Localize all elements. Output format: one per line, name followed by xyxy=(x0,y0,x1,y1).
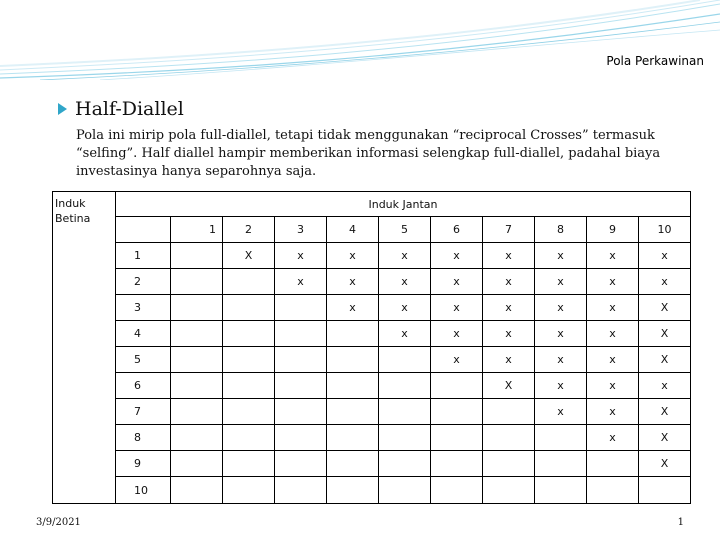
cross-cell: x xyxy=(483,269,535,295)
cross-cell xyxy=(327,425,379,451)
table-row xyxy=(53,477,691,504)
cross-cell: x xyxy=(275,243,327,269)
cross-cell xyxy=(535,477,587,504)
table-row xyxy=(53,347,691,373)
cross-cell: x xyxy=(483,321,535,347)
cross-cell: x xyxy=(327,295,379,321)
row-header: 8 xyxy=(116,425,171,451)
cross-cell xyxy=(171,269,223,295)
corner-label-line2: Betina xyxy=(55,212,91,225)
cross-cell: x xyxy=(587,373,639,399)
cross-cell xyxy=(431,373,483,399)
cross-cell: X xyxy=(483,373,535,399)
column-header: 2 xyxy=(223,217,275,243)
cross-cell: x xyxy=(587,243,639,269)
cross-cell xyxy=(431,451,483,477)
cross-cell xyxy=(431,477,483,504)
cross-cell xyxy=(275,399,327,425)
cross-cell xyxy=(223,399,275,425)
column-header: 10 xyxy=(639,217,691,243)
cross-cell xyxy=(275,451,327,477)
cross-cell xyxy=(171,321,223,347)
table-row xyxy=(53,399,691,425)
cross-cell: x xyxy=(587,399,639,425)
header-spacer-cell xyxy=(116,217,171,243)
column-header-row xyxy=(53,217,691,243)
cross-cell xyxy=(223,373,275,399)
column-header: 5 xyxy=(379,217,431,243)
cross-cell xyxy=(483,477,535,504)
cross-cell: x xyxy=(431,347,483,373)
row-header: 10 xyxy=(116,477,171,504)
table-row xyxy=(53,321,691,347)
corner-label-line1: Induk xyxy=(55,197,86,210)
section-heading-text: Half-Diallel xyxy=(75,98,184,120)
cross-cell: X xyxy=(639,321,691,347)
cross-cell xyxy=(379,347,431,373)
cross-cell: x xyxy=(587,425,639,451)
cross-cell: x xyxy=(483,295,535,321)
column-header: 3 xyxy=(275,217,327,243)
cross-cell xyxy=(535,451,587,477)
cross-cell xyxy=(379,451,431,477)
cross-cell: x xyxy=(535,243,587,269)
cross-cell xyxy=(223,321,275,347)
cross-cell: x xyxy=(327,269,379,295)
cross-cell xyxy=(171,477,223,504)
cross-cell: x xyxy=(379,243,431,269)
table-row xyxy=(53,373,691,399)
cross-cell xyxy=(327,347,379,373)
row-header: 5 xyxy=(116,347,171,373)
cross-cell xyxy=(171,425,223,451)
row-header: 9 xyxy=(116,451,171,477)
cross-cell: x xyxy=(379,295,431,321)
cross-cell xyxy=(275,477,327,504)
cross-cell xyxy=(171,295,223,321)
cross-cell: x xyxy=(431,321,483,347)
table-row xyxy=(53,295,691,321)
cross-cell: x xyxy=(639,373,691,399)
cross-cell: x xyxy=(535,399,587,425)
cross-cell: x xyxy=(587,295,639,321)
cross-cell: x xyxy=(379,269,431,295)
table-title: Induk Jantan xyxy=(116,192,691,217)
cross-cell xyxy=(275,373,327,399)
cross-cell: x xyxy=(535,269,587,295)
section-heading xyxy=(58,98,184,120)
cross-cell xyxy=(171,347,223,373)
column-header: 6 xyxy=(431,217,483,243)
cross-cell xyxy=(171,451,223,477)
cross-cell: x xyxy=(535,295,587,321)
cross-cell xyxy=(327,373,379,399)
cross-cell: x xyxy=(639,269,691,295)
description-paragraph: Pola ini mirip pola full-diallel, tetapi tidak menggunakan “reciprocal Crosses” termasuk “selfing”. Half diallel hampir memberikan informasi selengkap full-diallel, padahal biaya investasinya hanya separohnya saja. xyxy=(76,128,661,179)
cross-cell xyxy=(327,321,379,347)
cross-cell xyxy=(223,347,275,373)
table-row xyxy=(53,269,691,295)
cross-cell xyxy=(171,373,223,399)
cross-cell xyxy=(223,295,275,321)
cross-cell: x xyxy=(431,243,483,269)
cross-cell: x xyxy=(587,321,639,347)
table-row xyxy=(53,425,691,451)
cross-cell xyxy=(275,295,327,321)
header-label: Pola Perkawinan xyxy=(606,54,704,68)
cross-cell xyxy=(535,425,587,451)
cross-cell: X xyxy=(639,425,691,451)
cross-cell xyxy=(327,451,379,477)
cross-cell: x xyxy=(327,243,379,269)
corner-cell xyxy=(53,192,116,504)
cross-cell xyxy=(327,399,379,425)
cross-cell xyxy=(379,373,431,399)
cross-cell xyxy=(587,451,639,477)
header-swoosh-decoration xyxy=(0,0,720,80)
cross-cell: x xyxy=(587,347,639,373)
column-header: 4 xyxy=(327,217,379,243)
footer-date: 3/9/2021 xyxy=(36,517,81,528)
column-header: 1 xyxy=(171,217,223,243)
column-header: 8 xyxy=(535,217,587,243)
cross-cell: x xyxy=(639,243,691,269)
cross-cell xyxy=(171,243,223,269)
table-row xyxy=(53,243,691,269)
row-header: 6 xyxy=(116,373,171,399)
cross-cell xyxy=(223,451,275,477)
cross-cell: x xyxy=(587,269,639,295)
half-diallel-table-container xyxy=(52,191,691,504)
cross-cell: x xyxy=(535,347,587,373)
cross-cell xyxy=(431,399,483,425)
cross-cell xyxy=(171,399,223,425)
cross-cell xyxy=(379,425,431,451)
cross-cell xyxy=(483,451,535,477)
row-header: 1 xyxy=(116,243,171,269)
column-header: 9 xyxy=(587,217,639,243)
cross-cell: x xyxy=(431,295,483,321)
cross-cell xyxy=(223,477,275,504)
cross-cell: x xyxy=(431,269,483,295)
cross-cell: X xyxy=(639,451,691,477)
cross-cell xyxy=(483,425,535,451)
row-header: 2 xyxy=(116,269,171,295)
cross-cell xyxy=(431,425,483,451)
cross-cell xyxy=(275,321,327,347)
column-header: 7 xyxy=(483,217,535,243)
cross-cell xyxy=(639,477,691,504)
row-header: 3 xyxy=(116,295,171,321)
cross-cell: x xyxy=(379,321,431,347)
cross-cell xyxy=(379,399,431,425)
cross-cell: x xyxy=(483,243,535,269)
cross-cell: X xyxy=(639,347,691,373)
cross-cell xyxy=(223,425,275,451)
footer-page-number: 1 xyxy=(677,517,684,528)
cross-cell xyxy=(275,347,327,373)
table-row xyxy=(53,451,691,477)
cross-cell: X xyxy=(639,399,691,425)
cross-cell: x xyxy=(535,321,587,347)
cross-cell: x xyxy=(275,269,327,295)
cross-cell: x xyxy=(535,373,587,399)
cross-cell: x xyxy=(483,347,535,373)
cross-cell: X xyxy=(223,243,275,269)
cross-cell xyxy=(379,477,431,504)
table-title-row xyxy=(53,192,691,217)
triangle-bullet-icon xyxy=(58,103,67,115)
half-diallel-table xyxy=(52,191,691,504)
row-header: 4 xyxy=(116,321,171,347)
row-header: 7 xyxy=(116,399,171,425)
cross-cell xyxy=(275,425,327,451)
cross-cell xyxy=(327,477,379,504)
cross-cell xyxy=(223,269,275,295)
cross-cell xyxy=(483,399,535,425)
cross-cell xyxy=(587,477,639,504)
cross-cell: X xyxy=(639,295,691,321)
